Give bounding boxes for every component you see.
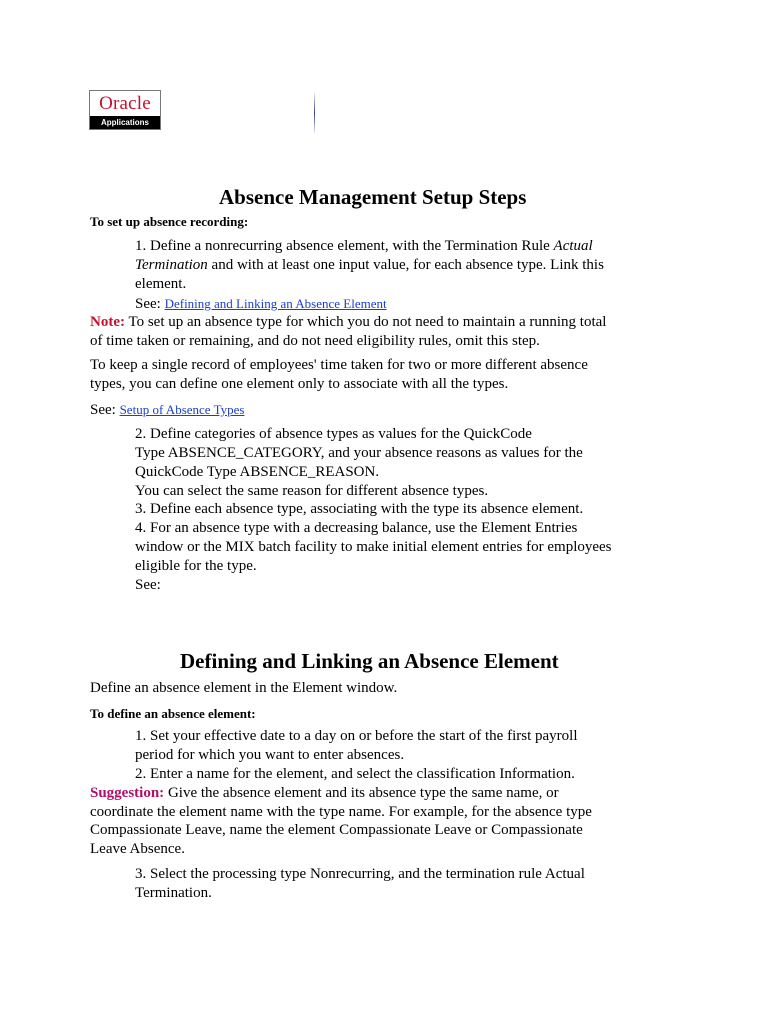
suggestion-line-1 [90, 784, 559, 803]
steps-line: 3. Select the processing type Nonrecurring, and the termination rule Actual [135, 866, 585, 882]
steps-line: 1. Set your effective date to a day on or before the start of the first payroll [135, 728, 578, 744]
suggestion-line-2: coordinate the element name with the type name. For example, for the absence type [90, 804, 592, 820]
steps-line: Termination. [135, 885, 212, 901]
section-subheading: To set up absence recording: [90, 214, 249, 229]
suggestion-line-3: Compassionate Leave, name the element Compassionate Leave or Compassionate [90, 822, 583, 838]
steps-line: See: [135, 577, 161, 593]
see-label: See: [90, 402, 120, 418]
header-divider [314, 93, 315, 133]
italic-term: Termination [135, 257, 208, 273]
steps-line: QuickCode Type ABSENCE_REASON. [135, 464, 380, 480]
note-line-2: of time taken or remaining, and do not need eligibility rules, omit this step. [90, 333, 540, 349]
steps-line: period for which you want to enter absences. [135, 747, 405, 763]
see-line-2 [90, 400, 244, 420]
steps-line: 4. For an absence type with a decreasing balance, use the Element Entries [135, 520, 578, 536]
suggestion-line-4: Leave Absence. [90, 841, 185, 857]
step-1-line-3: element. [135, 276, 187, 292]
step-1-line-1 [135, 237, 593, 256]
oracle-applications-logo [89, 90, 161, 130]
step-text: and with at least one input value, for each absence type. Link this [207, 257, 604, 273]
logo-product: Applications [90, 116, 160, 129]
link-setup-absence-types[interactable]: Setup of Absence Types [119, 402, 245, 417]
italic-term: Actual [553, 238, 593, 254]
para-line-1: To keep a single record of employees' time taken for two or more different absence [90, 357, 588, 373]
steps-line: Type ABSENCE_CATEGORY, and your absence reasons as values for the [135, 445, 583, 461]
para-line-2: types, you can define one element only to associate with all the types. [90, 376, 509, 392]
note-label: Note: [90, 314, 125, 330]
logo-brand: Oracle [99, 93, 151, 114]
suggestion-text: Give the absence element and its absence type the same name, or [164, 785, 559, 801]
note-text: To set up an absence type for which you do not need to maintain a running total [124, 314, 607, 330]
steps-line: eligible for the type. [135, 558, 257, 574]
page-title: Absence Management Setup Steps [219, 185, 527, 209]
step-1-line-2 [135, 256, 604, 275]
see-label: See: [135, 296, 165, 312]
see-line-1 [135, 294, 387, 314]
steps-line: 3. Define each absence type, associating with the type its absence element. [135, 501, 584, 517]
section-title: Defining and Linking an Absence Element [180, 649, 559, 673]
steps-line: 2. Enter a name for the element, and select the classification Information. [135, 766, 575, 782]
section-subheading: To define an absence element: [90, 706, 256, 721]
steps-line: window or the MIX batch facility to make initial element entries for employees [135, 539, 612, 555]
steps-line: 2. Define categories of absence types as values for the QuickCode [135, 426, 532, 442]
steps-line: You can select the same reason for different absence types. [135, 483, 489, 499]
note-line-1 [90, 313, 606, 332]
link-defining-absence-element[interactable]: Defining and Linking an Absence Element [164, 296, 387, 311]
suggestion-label: Suggestion: [90, 785, 165, 801]
section-intro: Define an absence element in the Element window. [90, 680, 398, 696]
step-text: 1. Define a nonrecurring absence element, with the Termination Rule [135, 238, 554, 254]
